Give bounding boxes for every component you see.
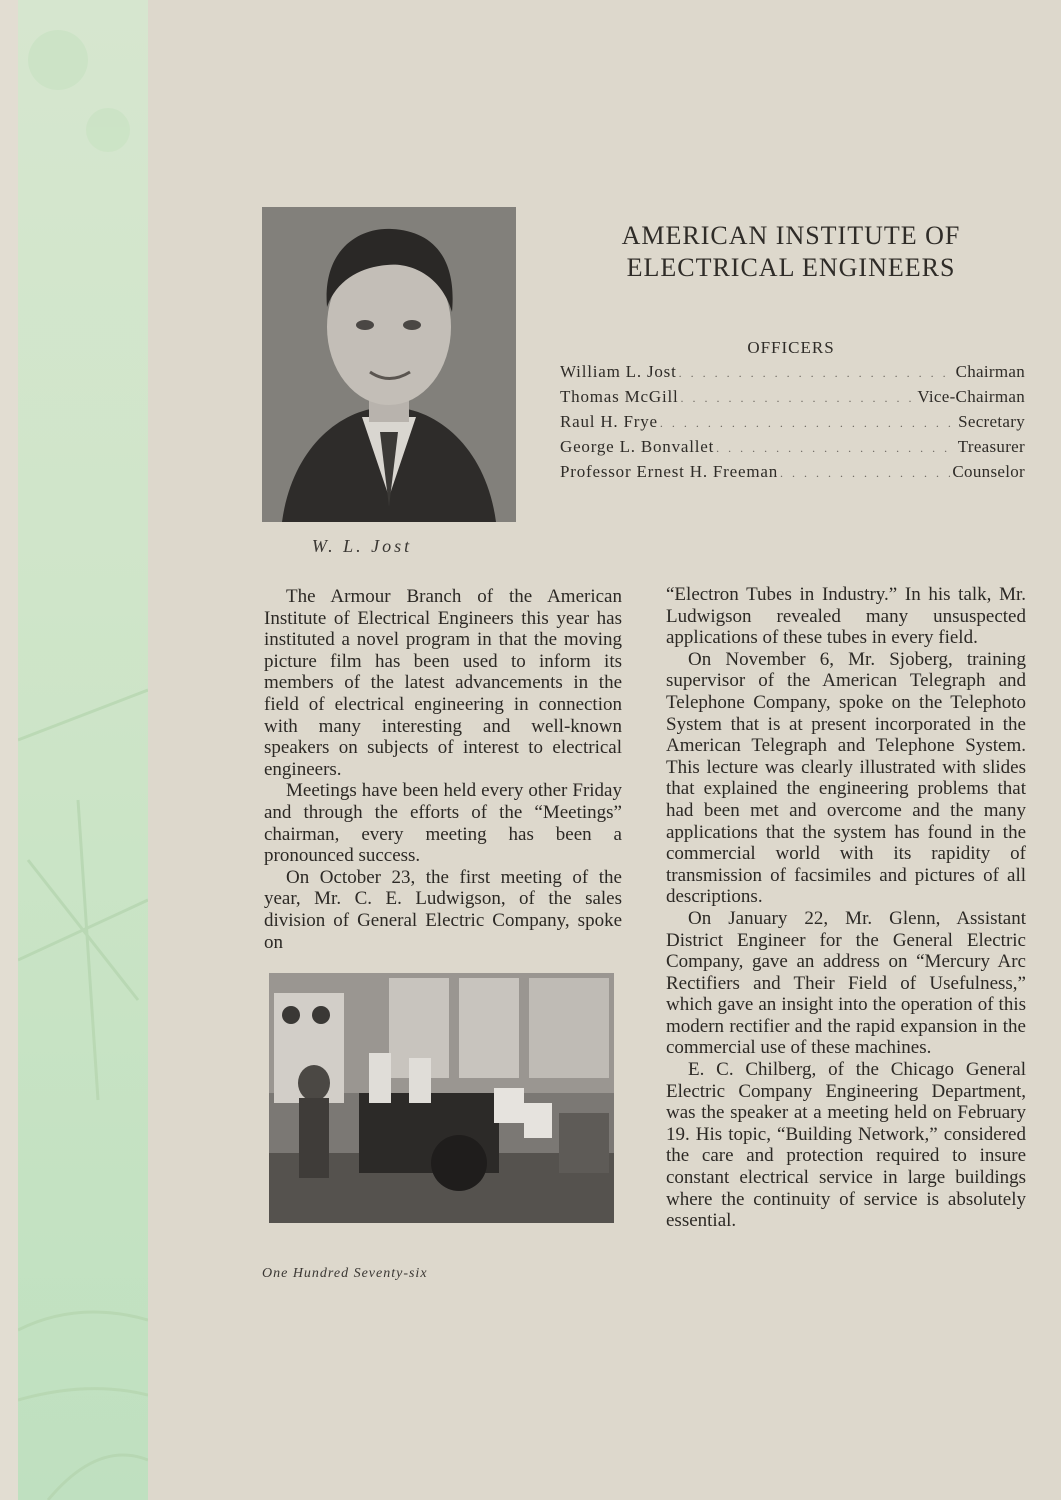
- officer-row: [560, 412, 1025, 437]
- officer-role: Vice-Chairman: [917, 387, 1025, 406]
- paragraph: On November 6, Mr. Sjoberg, training supervisor of the American Telegraph and Telephone Company, spoke on the Telephoto System that is at present incorporated in the American Telegraph and Telephone System. This lecture was clearly illustrated with slides that explained the engineering problems that had been met and overcome and the many applications that the system has found in the commercial world with its rapidity of transmission of facsimiles and pictures of all descriptions.: [666, 648, 1026, 908]
- officer-row: [560, 362, 1025, 387]
- officer-row: [560, 437, 1025, 462]
- portrait-caption: W. L. Jost: [311, 536, 413, 556]
- page-edge: [0, 0, 18, 1500]
- officer-name: William L. Jost: [560, 362, 677, 381]
- decorative-green-strip: [18, 0, 148, 1500]
- title-line-2: ELECTRICAL ENGINEERS: [626, 253, 956, 282]
- title-line-1: AMERICAN INSTITUTE OF: [621, 221, 961, 250]
- dot-leader: [660, 416, 956, 431]
- officer-role: Counselor: [952, 462, 1025, 481]
- paragraph: “Electron Tubes in Industry.” In his talk, Mr. Ludwigson revealed many unsuspected applications of these tubes in every field.: [666, 584, 1026, 649]
- body-column-left: [264, 586, 622, 953]
- officer-name: Professor Ernest H. Freeman: [560, 462, 778, 481]
- officers-list: [560, 362, 1025, 487]
- paragraph: E. C. Chilberg, of the Chicago General Electric Company Engineering Department, was the speaker at a meeting held on February 19. His topic, “Building Network,” considered the care and protection required to insure constant electrical service in large buildings where the continuity of service is absolutely essential.: [666, 1059, 1026, 1232]
- officer-row: [560, 387, 1025, 412]
- paragraph: On January 22, Mr. Glenn, Assistant District Engineer for the General Electric Company, gave an address on “Mercury Arc Rectifiers and Their Field of Usefulness,” which gave an insight into the operation of this modern rectifier and the rapid expansion in the commercial use of these machines.: [666, 907, 1026, 1059]
- paragraph: On October 23, the first meeting of the year, Mr. C. E. Ludwigson, of the sales division of General Electric Company, spoke on: [264, 866, 622, 953]
- officer-name: Thomas McGill: [560, 387, 679, 406]
- paragraph: Meetings have been held every other Friday and through the efforts of the “Meetings” chairman, every meeting has been a pronounced success.: [264, 780, 622, 867]
- portrait-figure-icon: [262, 207, 516, 522]
- page-number: One Hundred Seventy-six: [262, 1266, 428, 1281]
- decorative-lines: [18, 0, 148, 1500]
- officer-role: Treasurer: [957, 437, 1025, 456]
- officers-heading: OFFICERS: [747, 338, 835, 357]
- lab-scene-icon: [269, 973, 614, 1223]
- officer-role: Chairman: [955, 362, 1025, 381]
- body-column-right: [666, 584, 1026, 1232]
- officer-row: [560, 462, 1025, 487]
- dot-leader: [780, 466, 950, 481]
- officer-role: Secretary: [958, 412, 1025, 431]
- officer-name: George L. Bonvallet: [560, 437, 715, 456]
- page-title: [556, 220, 1026, 284]
- paragraph: The Armour Branch of the American Institute of Electrical Engineers this year has instituted a novel program in that the moving picture film has been used to inform its members of the latest advancements in the field of electrical engineering in connection with many interesting and well-known speakers on subjects of interest to electrical engineers.: [264, 586, 622, 780]
- portrait-photo: [262, 207, 516, 522]
- meeting-photo: [269, 973, 614, 1223]
- dot-leader: [681, 391, 916, 406]
- officer-name: Raul H. Frye: [560, 412, 658, 431]
- dot-leader: [716, 441, 956, 456]
- dot-leader: [679, 366, 954, 381]
